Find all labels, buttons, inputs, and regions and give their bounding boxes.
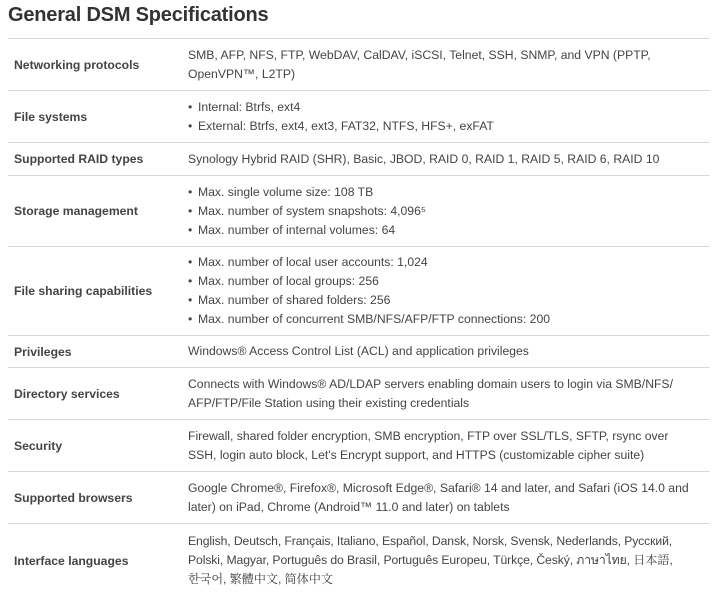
spec-value bbox=[188, 253, 710, 329]
spec-row-supported-browsers bbox=[8, 472, 710, 524]
spec-label: Security bbox=[14, 438, 63, 453]
spec-value-line: Windows® Access Control List (ACL) and application privileges bbox=[188, 344, 529, 358]
spec-row-networking-protocols bbox=[8, 39, 710, 91]
bullet-item: • Max. single volume size: 108 TB bbox=[188, 183, 710, 202]
spec-table bbox=[8, 38, 710, 597]
spec-value-line: Firewall, shared folder encryption, SMB encryption, FTP over SSL/TLS, SFTP, rsync over bbox=[188, 428, 669, 443]
bullet-item: • External: Btrfs, ext4, ext3, FAT32, NTFS, HFS+, exFAT bbox=[188, 117, 710, 136]
spec-label: Privileges bbox=[14, 344, 72, 359]
spec-value-line: Polski, Magyar, Português do Brasil, Português Europeu, Türkçe, Český, ภาษาไทย, 日本語, bbox=[188, 553, 673, 567]
spec-label: Directory services bbox=[14, 386, 120, 401]
bullet-item: • Max. number of internal volumes: 64 bbox=[188, 221, 710, 240]
spec-value-line: OpenVPN™, L2TP) bbox=[188, 66, 296, 81]
spec-label: Networking protocols bbox=[14, 57, 140, 72]
spec-row-file-systems bbox=[8, 91, 710, 143]
spec-value bbox=[188, 375, 710, 413]
page-title: General DSM Specifications bbox=[8, 4, 269, 26]
spec-label: File systems bbox=[14, 109, 88, 124]
spec-row-directory-services bbox=[8, 368, 710, 420]
spec-row-supported-raid-types bbox=[8, 143, 710, 176]
spec-value-line: Connects with Windows® AD/LDAP servers enabling domain users to login via SMB/NFS/ bbox=[188, 376, 673, 391]
spec-value bbox=[188, 342, 710, 361]
spec-value bbox=[188, 46, 710, 84]
spec-value-line: Google Chrome®, Firefox®, Microsoft Edge®, Safari® 14 and later, and Safari (iOS 14.0 and bbox=[188, 480, 689, 495]
spec-value-line: English, Deutsch, Français, Italiano, Español, Dansk, Norsk, Svensk, Nederlands, Русский, bbox=[188, 534, 673, 548]
spec-row-interface-languages bbox=[8, 524, 710, 597]
spec-label: Supported browsers bbox=[14, 490, 133, 505]
spec-value-line: SSH, login auto block, Let's Encrypt support, and HTTPS (customizable cipher suite) bbox=[188, 447, 645, 462]
bullet-item: • Max. number of concurrent SMB/NFS/AFP/FTP connections: 200 bbox=[188, 310, 710, 329]
spec-value-line: later) on iPad, Chrome (Android™ 11.0 and later) on tablets bbox=[188, 499, 510, 514]
bullet-item: • Max. number of system snapshots: 4,096⁵ bbox=[188, 202, 710, 221]
bullet-item: • Max. number of local groups: 256 bbox=[188, 272, 710, 291]
bullet-list bbox=[188, 98, 710, 136]
bullet-item: • Max. number of local user accounts: 1,024 bbox=[188, 253, 710, 272]
bullet-list bbox=[188, 183, 710, 240]
spec-value bbox=[188, 98, 710, 136]
spec-value bbox=[188, 150, 710, 169]
spec-value-line: Synology Hybrid RAID (SHR), Basic, JBOD, RAID 0, RAID 1, RAID 5, RAID 6, RAID 10 bbox=[188, 151, 660, 166]
spec-row-storage-management bbox=[8, 176, 710, 247]
spec-label: Supported RAID types bbox=[14, 152, 144, 166]
spec-value-line: SMB, AFP, NFS, FTP, WebDAV, CalDAV, iSCSI, Telnet, SSH, SNMP, and VPN (PPTP, bbox=[188, 47, 651, 62]
spec-value bbox=[188, 532, 710, 589]
spec-value-line: 한국어, 繁體中文, 简体中文 bbox=[188, 572, 333, 586]
bullet-item: • Max. number of shared folders: 256 bbox=[188, 291, 710, 310]
bullet-item: • Internal: Btrfs, ext4 bbox=[188, 98, 710, 117]
spec-label: File sharing capabilities bbox=[14, 284, 153, 298]
bullet-list bbox=[188, 253, 710, 329]
spec-row-file-sharing-capabilities bbox=[8, 247, 710, 336]
spec-value-line: AFP/FTP/File Station using their existing credentials bbox=[188, 395, 470, 410]
spec-value bbox=[188, 183, 710, 240]
spec-row-privileges bbox=[8, 336, 710, 368]
spec-value bbox=[188, 427, 710, 465]
spec-value bbox=[188, 479, 710, 517]
spec-label: Storage management bbox=[14, 204, 138, 218]
spec-row-security bbox=[8, 420, 710, 472]
spec-label: Interface languages bbox=[14, 553, 129, 568]
